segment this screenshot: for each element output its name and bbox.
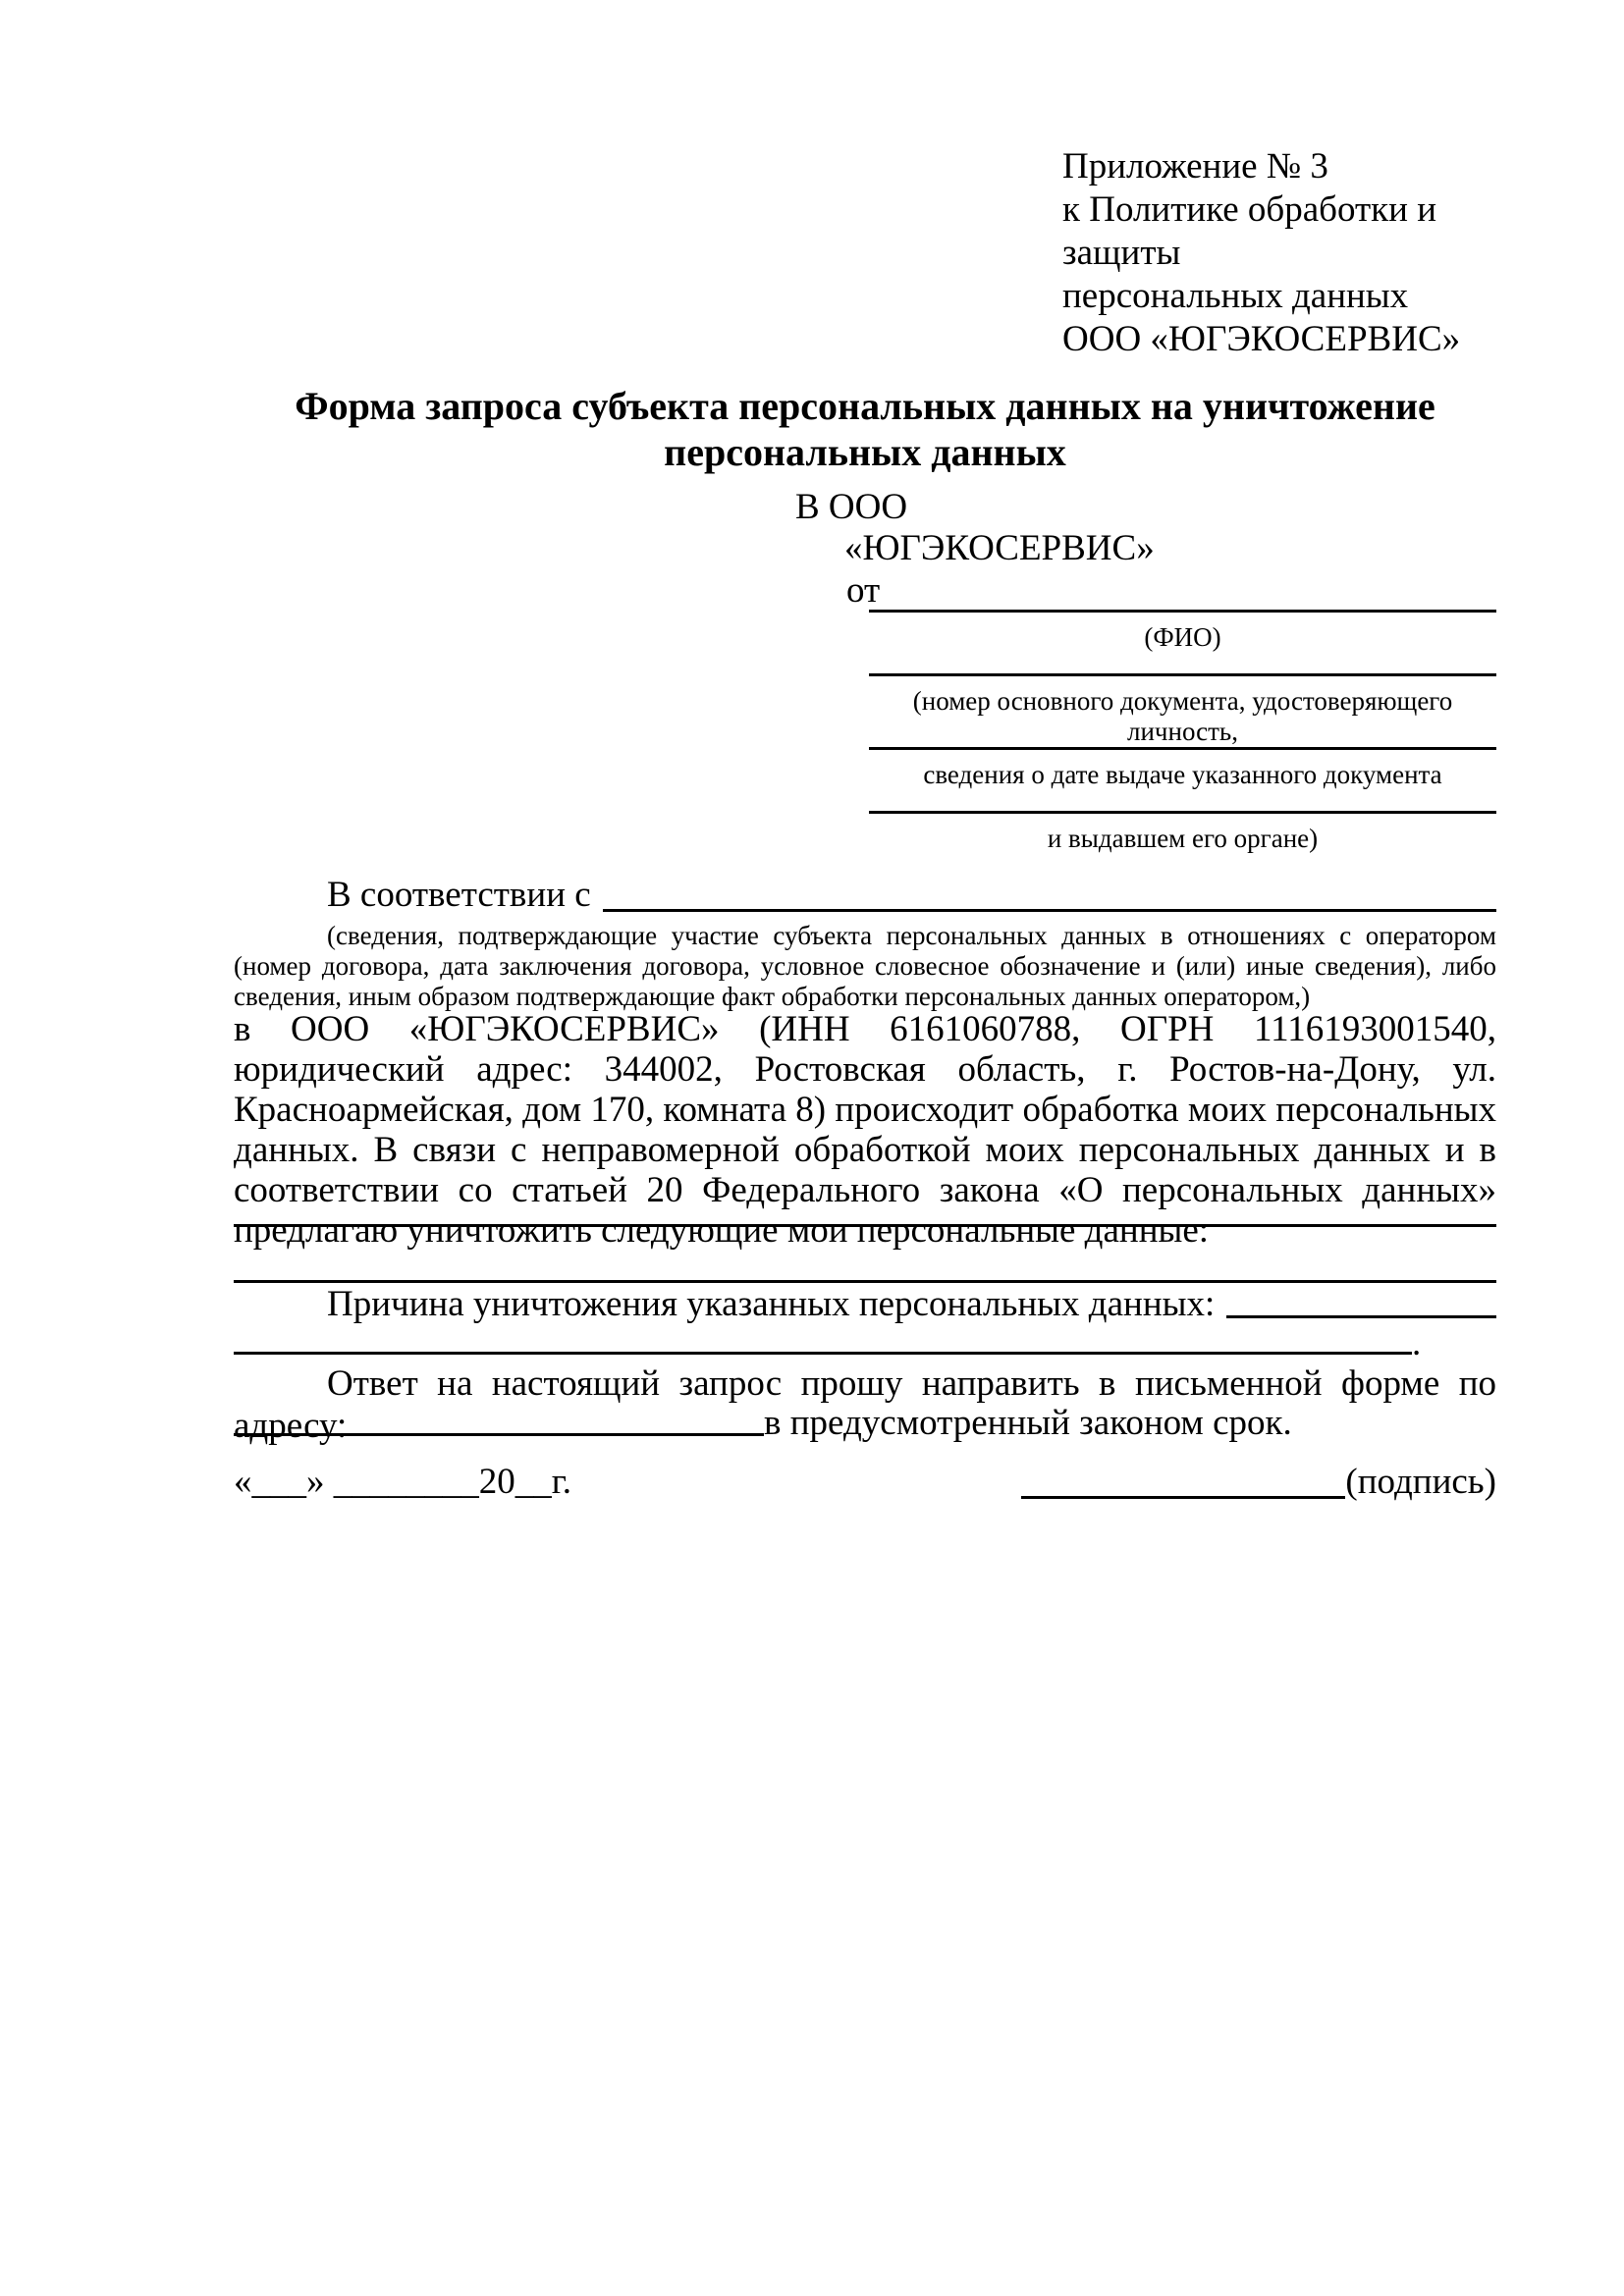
reason-period: . xyxy=(1412,1323,1422,1363)
accordance-blank-line xyxy=(603,874,1496,912)
appendix-line: ООО «ЮГЭКОСЕРВИС» xyxy=(1062,319,1461,359)
addressee-to: В ООО xyxy=(795,487,908,527)
reason-blank-line xyxy=(1226,1283,1496,1318)
appendix-block xyxy=(1062,145,1514,361)
issue-date-blank-line xyxy=(869,747,1496,750)
reason-blank-line-2 xyxy=(234,1322,1412,1355)
appendix-line: Приложение № 3 xyxy=(1062,146,1328,187)
accordance-footnote: (сведения, подтверждающие участие субъекта персональных данных в отношениях с оператором (номер договора, дата заключения договора, условное словесное обозначение и (или) иные сведения), либо сведения, иным образом подтверждающие факт обработки персональных данных оператором,) xyxy=(234,921,1496,1011)
reply-address-row xyxy=(234,1402,1496,1441)
fio-caption: (ФИО) xyxy=(1144,622,1221,652)
addressee-from: от xyxy=(846,570,881,611)
reply-address-blank-line xyxy=(234,1402,764,1436)
reason-continuation-row xyxy=(234,1322,1496,1363)
signature-blank-line xyxy=(1021,1461,1345,1499)
accordance-lead: В соответствии с xyxy=(327,875,591,915)
reply-sentence: Ответ на настоящий запрос прошу направить в письменной форме по адресу: xyxy=(234,1363,1496,1446)
date-blank: «___» ________20__г. xyxy=(234,1462,572,1502)
form-title: Форма запроса субъекта персональных данных на уничтожение персональных данных xyxy=(295,384,1435,474)
signature-caption: (подпись) xyxy=(1345,1462,1496,1502)
doc-number-caption: (номер основного документа, удостоверяющего личность, xyxy=(912,686,1453,746)
body-paragraph: в ООО «ЮГЭКОСЕРВИС» (ИНН 6161060788, ОГРН 1116193001540, юридический адрес: 344002, Ростовская область, г. Ростов-на-Дону, ул. Красноармейская, дом 170, комната 8) происходит обработка моих персональных данных. В связи с неправомерной обработкой моих персональных данных и в соответствии со статьей 20 Федерального закона «О персональных данных» предлагаю уничтожить следующие мои персональные данные: xyxy=(234,1009,1496,1251)
issuing-authority-blank-line xyxy=(869,811,1496,814)
reason-label: Причина уничтожения указанных персональных данных: xyxy=(327,1284,1216,1324)
issue-date-caption: сведения о дате выдаче указанного документа xyxy=(923,760,1442,789)
signature-group xyxy=(1021,1461,1496,1504)
signature-row xyxy=(234,1461,1496,1504)
appendix-line: к Политике обработки и защиты xyxy=(1062,189,1437,273)
doc-number-blank-line xyxy=(869,673,1496,676)
addressee-org: «ЮГЭКОСЕРВИС» xyxy=(844,528,1155,568)
appendix-line: персональных данных xyxy=(1062,276,1409,316)
data-blank-line xyxy=(234,1224,1496,1227)
fio-blank-line xyxy=(869,610,1496,613)
issuing-authority-caption: и выдавшем его органе) xyxy=(1047,824,1319,853)
reply-suffix: в предусмотренный законом срок. xyxy=(764,1403,1292,1443)
reason-row xyxy=(234,1283,1496,1323)
accordance-row xyxy=(234,874,1496,917)
